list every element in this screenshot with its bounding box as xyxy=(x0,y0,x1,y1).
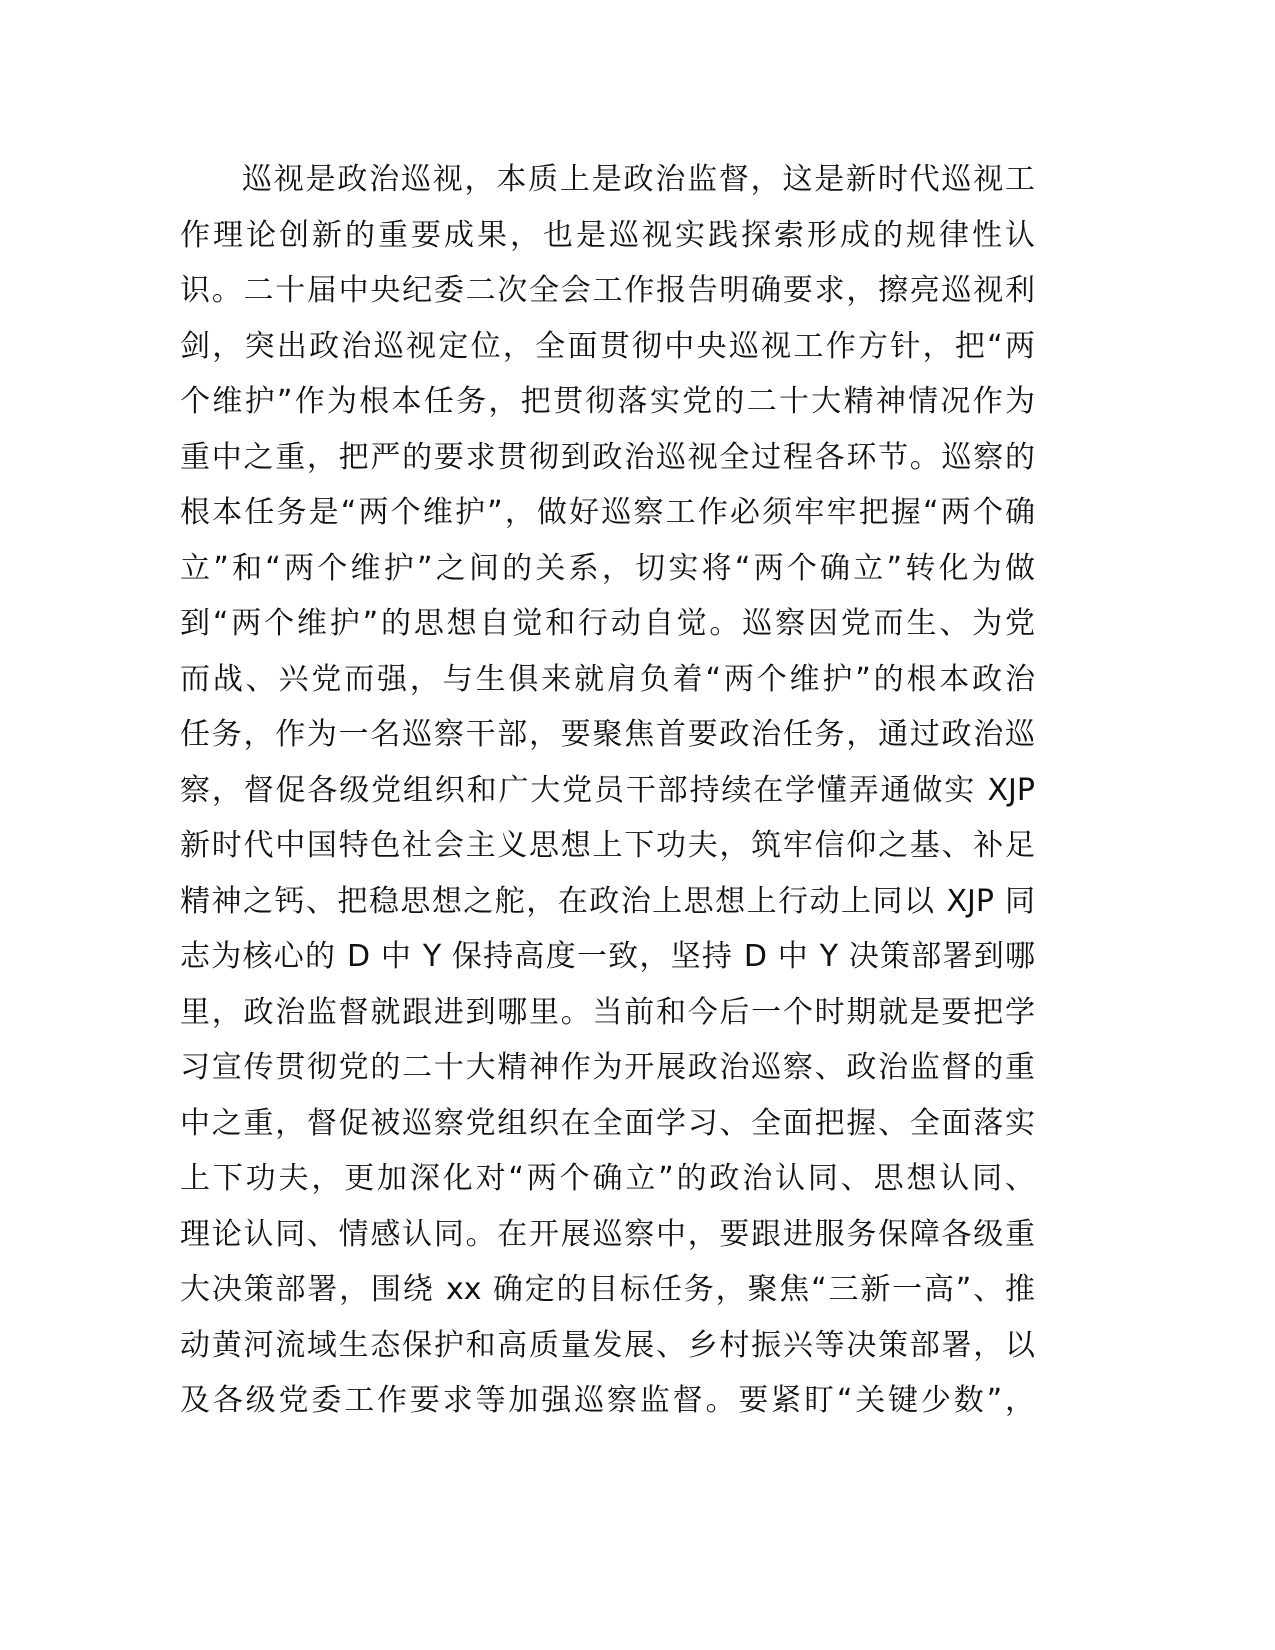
text-line: 上下功夫，更加深化对“两个确立”的政治认同、思想认同、 xyxy=(180,1161,1035,1196)
text-line: 根本任务是“两个维护”，做好巡察工作必须牢牢把握“两个确 xyxy=(180,495,1035,530)
text-line: 个维护”作为根本任务，把贯彻落实党的二十大精神情况作为 xyxy=(180,384,1035,419)
text-line: 精神之钙、把稳思想之舵，在政治上思想上行动上同以 XJP 同 xyxy=(180,883,1035,919)
text-line: 及各级党委工作要求等加强巡察监督。要紧盯“关键少数”， xyxy=(180,1383,1035,1418)
text-line: 任务，作为一名巡察干部，要聚焦首要政治任务，通过政治巡 xyxy=(180,717,1035,752)
text-line: 巡视是政治巡视，本质上是政治监督，这是新时代巡视工 xyxy=(242,162,1035,197)
text-line: 立”和“两个维护”之间的关系，切实将“两个确立”转化为做 xyxy=(180,550,1035,586)
text-line: 里，政治监督就跟进到哪里。当前和今后一个时期就是要把学 xyxy=(180,994,1035,1030)
text-line: 而战、兴党而强，与生俱来就肩负着“两个维护”的根本政治 xyxy=(180,661,1035,697)
text-line: 到“两个维护”的思想自觉和行动自觉。巡察因党而生、为党 xyxy=(180,606,1035,641)
body-paragraph xyxy=(180,152,1035,1429)
text-line: 志为核心的 D 中 Y 保持高度一致，坚持 D 中 Y 决策部署到哪 xyxy=(180,939,1035,974)
text-line: 剑，突出政治巡视定位，全面贯彻中央巡视工作方针，把“两 xyxy=(180,328,1035,364)
text-line: 作理论创新的重要成果，也是巡视实践探索形成的规律性认 xyxy=(180,217,1035,253)
text-line: 新时代中国特色社会主义思想上下功夫，筑牢信仰之基、补足 xyxy=(180,828,1035,863)
text-line: 察，督促各级党组织和广大党员干部持续在学懂弄通做实 XJP xyxy=(180,772,1035,808)
text-line: 识。二十届中央纪委二次全会工作报告明确要求，擦亮巡视利 xyxy=(180,273,1035,308)
text-line: 中之重，督促被巡察党组织在全面学习、全面把握、全面落实 xyxy=(180,1105,1035,1141)
text-line: 重中之重，把严的要求贯彻到政治巡视全过程各环节。巡察的 xyxy=(180,439,1035,475)
text-line: 大决策部署，围绕 xx 确定的目标任务，聚焦“三新一高”、推 xyxy=(180,1272,1035,1307)
text-line: 习宣传贯彻党的二十大精神作为开展政治巡察、政治监督的重 xyxy=(180,1050,1035,1085)
text-line: 动黄河流域生态保护和高质量发展、乡村振兴等决策部署，以 xyxy=(180,1327,1035,1363)
text-line: 理论认同、情感认同。在开展巡察中，要跟进服务保障各级重 xyxy=(180,1216,1035,1252)
